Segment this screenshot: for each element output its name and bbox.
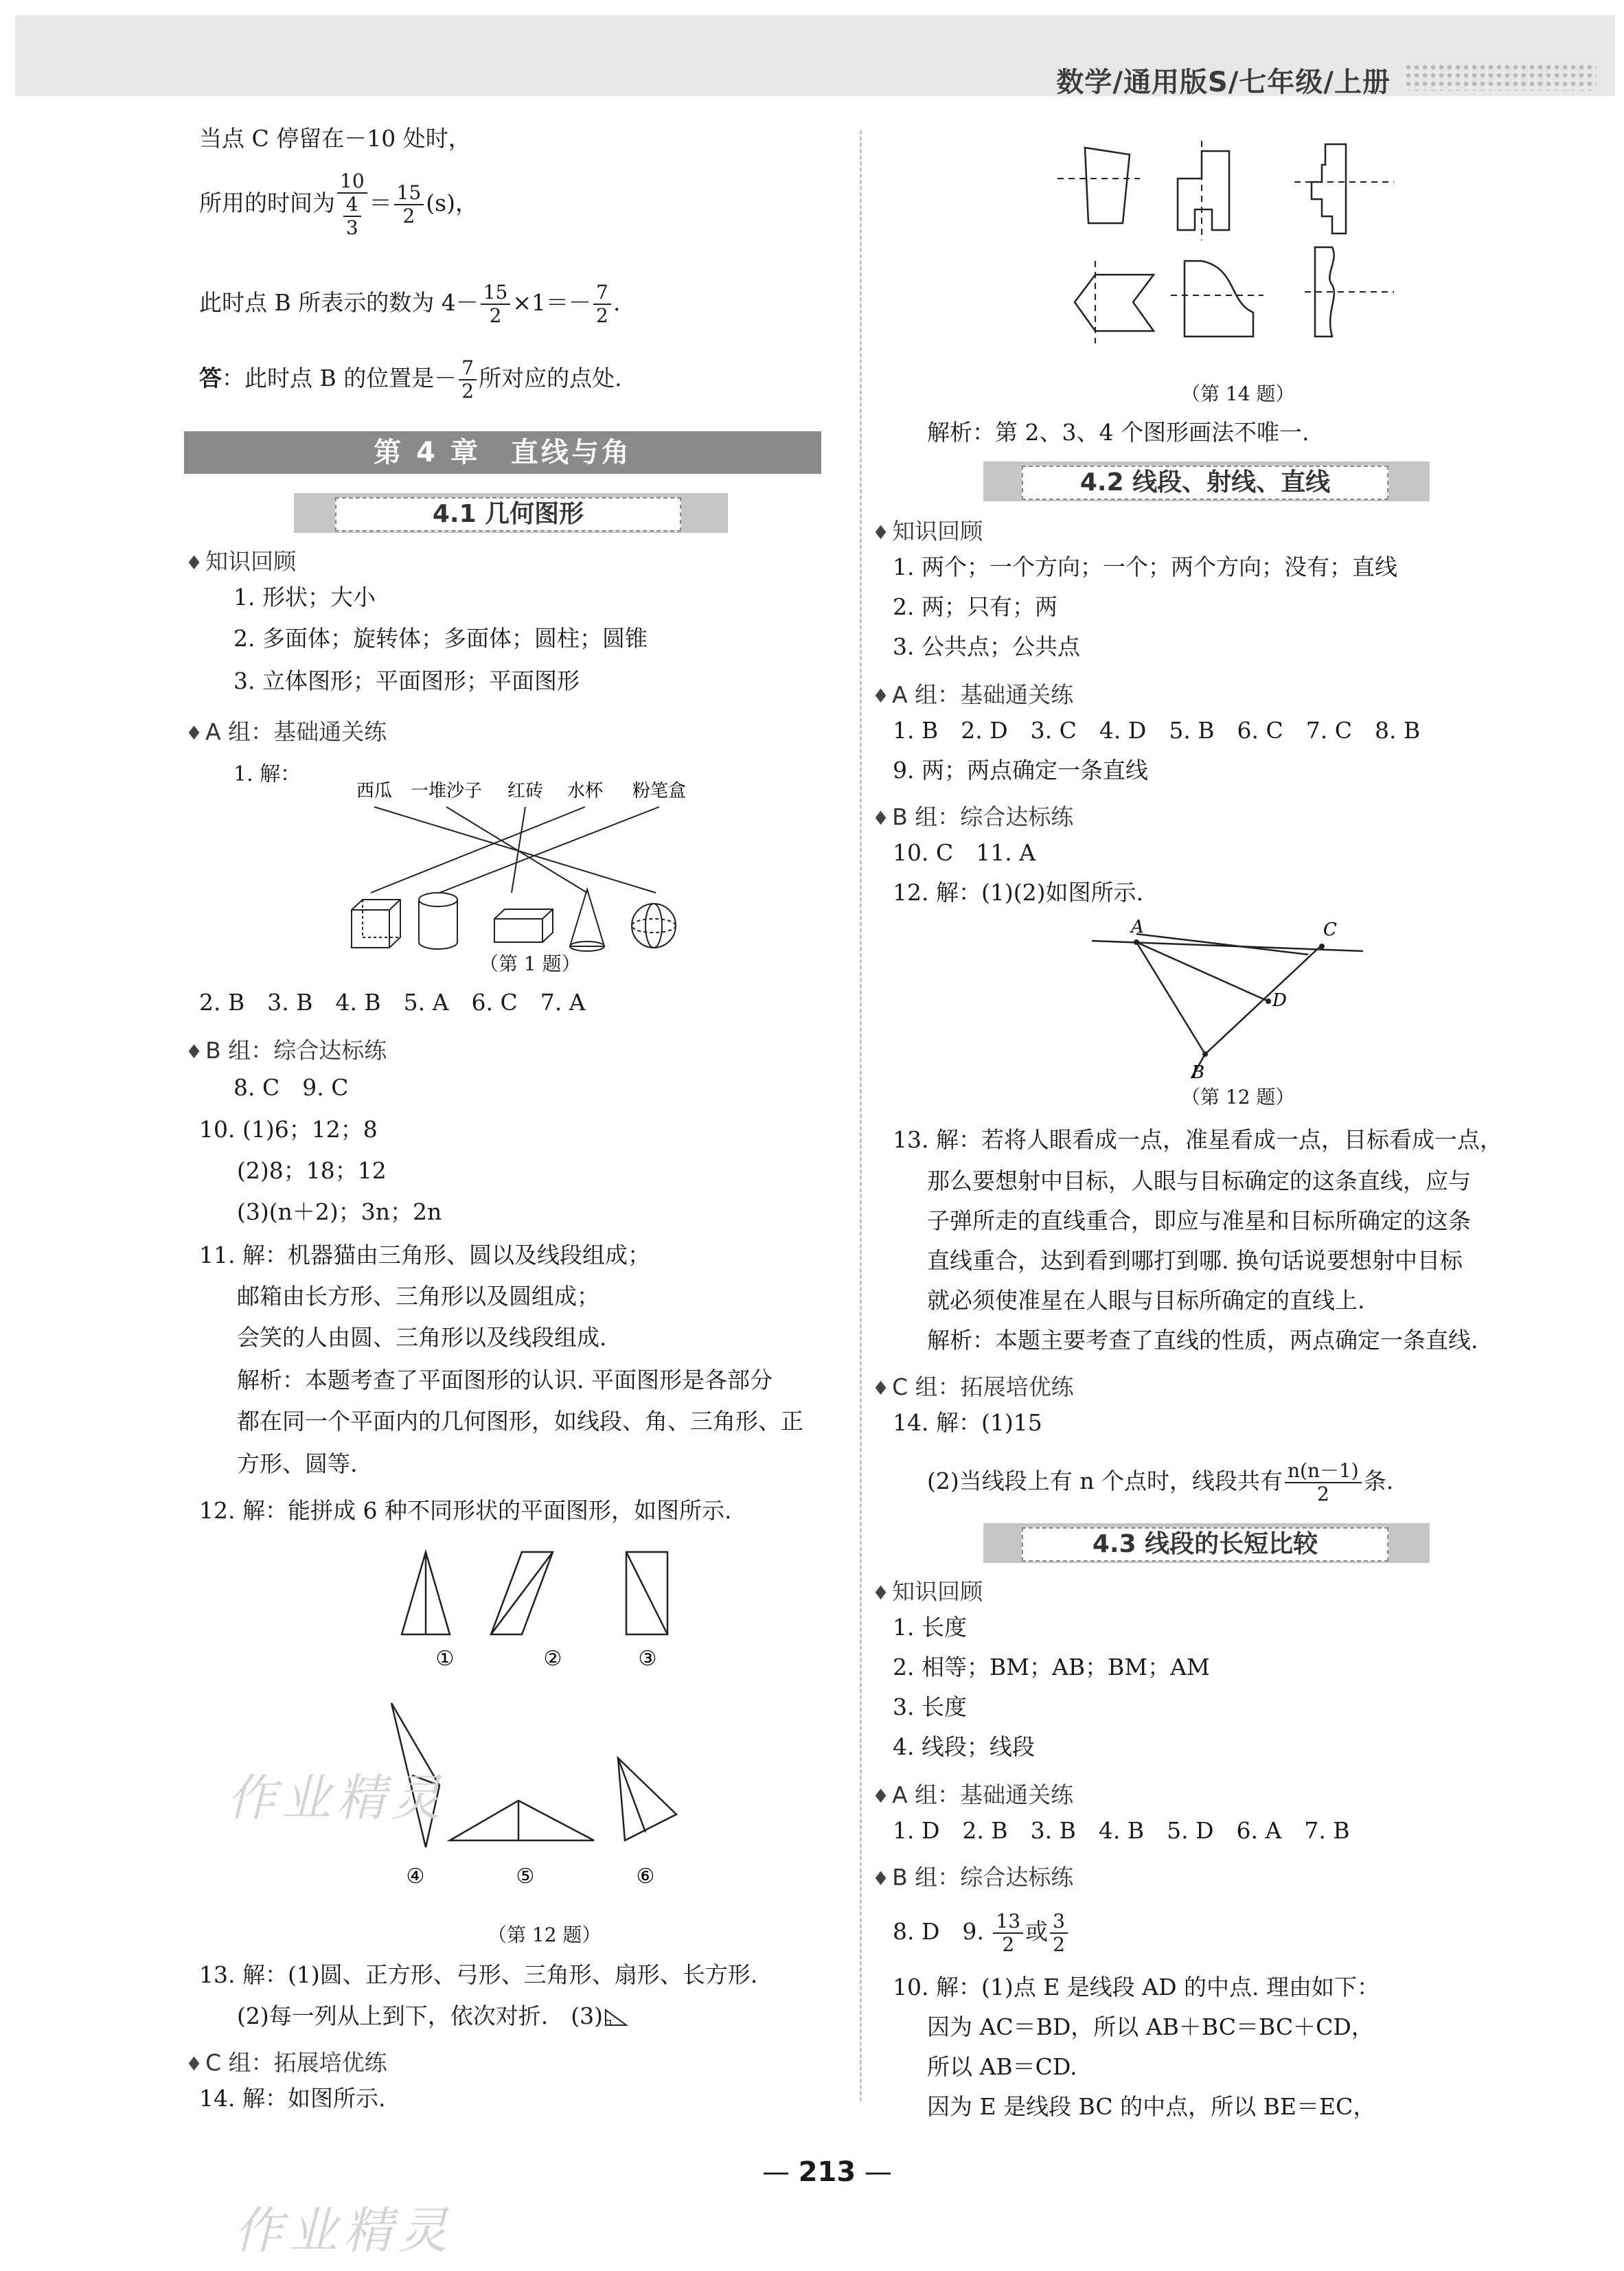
text-line: 直线重合，达到看到哪打到哪. 换句话说要想射中目标 [927, 1247, 1463, 1274]
text-span: ×1＝－ [512, 289, 592, 316]
text-line: 3. 立体图形；平面图形；平面图形 [233, 667, 580, 694]
answer-label: 答 [199, 365, 222, 391]
section-knowledge: ♦ 知识回顾 [872, 514, 983, 546]
text-line: 1. 形状；大小 [233, 584, 376, 610]
figure-caption: （第 12 题） [488, 1924, 602, 1946]
figure-14-symmetric-shapes [1057, 137, 1415, 364]
text-line: 12. 解：能拼成 6 种不同形状的平面图形，如图所示. [199, 1497, 732, 1524]
object-label: 西瓜 [356, 781, 393, 801]
denominator: 2 [461, 380, 474, 402]
text-span: 所对应的点处. [479, 365, 622, 391]
text-line: 1. 两个；一个方向；一个；两个方向；没有；直线 [893, 554, 1397, 580]
shape-label: ④ [406, 1864, 425, 1888]
position-line [199, 282, 620, 327]
fraction [343, 194, 361, 239]
section-bar-4-3 [983, 1523, 1430, 1563]
section-bar-4-2 [983, 461, 1430, 501]
answer-line [199, 357, 622, 402]
numerator: 7 [593, 282, 611, 305]
text-line: 11. 解：机器猫由三角形、圆以及线段组成； [199, 1242, 650, 1268]
point-label: C [1323, 920, 1337, 940]
section-group-b: ♦ B 组：综合达标练 [872, 799, 1073, 832]
text-span: 所用的时间为 [199, 190, 335, 216]
denominator: 2 [1002, 1933, 1015, 1956]
fraction [337, 170, 367, 239]
section-group-a: ♦ A 组：基础通关练 [872, 677, 1073, 709]
figure-caption: （第 12 题） [1181, 1086, 1295, 1108]
text-line: 14. 解：如图所示. [199, 2085, 386, 2112]
fraction [394, 182, 424, 227]
right-triangle-icon [603, 2007, 629, 2028]
text-line: 邮箱由长方形、三角形以及圆组成； [237, 1283, 599, 1310]
object-label: 水杯 [567, 781, 604, 801]
text-span: . [613, 289, 621, 316]
text-line: (2)8；18；12 [237, 1157, 387, 1184]
text-line: 4. 线段；线段 [893, 1733, 1035, 1760]
denominator: 2 [1053, 1933, 1065, 1956]
text-line: 所以 AB＝CD. [927, 2053, 1077, 2080]
text-line: 10. 解：(1)点 E 是线段 AD 的中点. 理由如下： [893, 1974, 1380, 2000]
text-span: (2)每一列从上到下，依次对折. (3) [237, 2002, 603, 2029]
fraction [993, 1910, 1023, 1956]
text-line: 那么要想射中目标，人眼与目标确定的这条直线，应与 [927, 1167, 1471, 1194]
text-line [237, 2002, 629, 2030]
column-divider [860, 130, 862, 2101]
denominator: 3 [345, 216, 358, 239]
section-group-a: ♦ A 组：基础通关练 [185, 714, 387, 746]
text-span: 此时点 B 所表示的数为 4－ [199, 289, 479, 316]
symmetry-axes [1057, 141, 1394, 343]
text-span: 条. [1363, 1468, 1394, 1494]
text-line: 12. 解：(1)(2)如图所示. [893, 879, 1143, 906]
fraction [1285, 1460, 1362, 1505]
question-label: 1. 解： [233, 762, 301, 786]
denominator [337, 194, 367, 239]
text-line: 因为 AC＝BD，所以 AB＋BC＝BC＋CD， [927, 2013, 1374, 2040]
point-label: D [1272, 990, 1287, 1011]
text-line: 13. 解：若将人眼看成一点，准星看成一点，目标看成一点， [893, 1126, 1502, 1153]
answer-row [893, 1910, 1070, 1956]
text-line: 14. 解：(1)15 [893, 1409, 1042, 1436]
numerator: n(n－1) [1285, 1460, 1362, 1483]
answer-row: 8. C 9. C [233, 1074, 349, 1101]
point-label: B [1191, 1062, 1205, 1083]
text-line: 解析：第 2、3、4 个图形画法不唯一. [927, 419, 1310, 446]
text-span: 8. D 9. [893, 1918, 992, 1945]
shape-label: ⑤ [516, 1864, 535, 1888]
answer-row: 2. B 3. B 4. B 5. A 6. C 7. A [199, 989, 586, 1016]
section-title: 4.3 线段的长短比较 [1022, 1527, 1388, 1562]
chapter-title: 第 4 章 直线与角 [184, 431, 821, 474]
text-span: 或 [1025, 1918, 1049, 1945]
numerator: 3 [1050, 1910, 1068, 1934]
text-line: 解析：本题主要考查了直线的性质，两点确定一条直线. [927, 1327, 1478, 1354]
text-line [927, 1460, 1393, 1505]
shape-label: ⑥ [636, 1864, 655, 1888]
section-group-b: ♦ B 组：综合达标练 [185, 1033, 387, 1065]
time-line [199, 170, 478, 239]
shape-label: ① [435, 1647, 455, 1671]
figure-caption: （第 1 题） [479, 952, 581, 975]
header-dot-pattern [1404, 63, 1597, 91]
fraction [459, 357, 477, 402]
figure-12-shapes [385, 1545, 700, 1916]
point-label: A [1131, 917, 1144, 937]
denominator: 2 [489, 304, 502, 327]
section-group-c: ♦ C 组：拓展培优练 [872, 1369, 1074, 1402]
figure-1-matching [343, 776, 728, 961]
text-line: 10. (1)6；12；8 [199, 1116, 378, 1143]
shape-label: ③ [638, 1647, 657, 1671]
text-line: 2. 相等；BM；AB；BM；AM [893, 1654, 1210, 1680]
section-title: 4.1 几何图形 [335, 497, 681, 532]
denominator: 2 [402, 205, 415, 227]
text-line: 就必须使准星在人眼与目标所确定的直线上. [927, 1287, 1365, 1314]
text-line: 解析：本题考查了平面图形的认识. 平面图形是各部分 [237, 1367, 773, 1393]
text-span: ＝ [369, 190, 392, 216]
figure-12-lines [1088, 913, 1377, 1085]
section-knowledge: ♦ 知识回顾 [872, 1574, 983, 1606]
section-bar-4-1 [294, 493, 728, 533]
fraction [1050, 1910, 1068, 1956]
page-number: — 213 — [762, 2156, 892, 2188]
text-line: 13. 解：(1)圆、正方形、弓形、三角形、扇形、长方形. [199, 1961, 758, 1988]
answer-row: 1. D 2. B 3. B 4. B 5. D 6. A 7. B [893, 1817, 1350, 1844]
section-title: 4.2 线段、射线、直线 [1022, 466, 1388, 500]
text-line: 2. 多面体；旋转体；多面体；圆柱；圆锥 [233, 625, 648, 652]
answer-row: 10. C 11. A [893, 839, 1036, 866]
text-line: (3)(n＋2)；3n；2n [237, 1198, 442, 1225]
text-span: (2)当线段上有 n 个点时，线段共有 [927, 1468, 1283, 1494]
object-label: 粉笔盒 [632, 781, 687, 801]
numerator: 13 [993, 1910, 1023, 1934]
text-line: 3. 长度 [893, 1693, 967, 1720]
text-line: 1. 长度 [893, 1614, 967, 1641]
object-label: 红砖 [507, 781, 544, 801]
answer-row: 1. B 2. D 3. C 4. D 5. B 6. C 7. C 8. B [893, 717, 1421, 744]
section-group-b: ♦ B 组：综合达标练 [872, 1860, 1073, 1892]
object-label: 一堆沙子 [410, 781, 483, 801]
denominator: 2 [596, 304, 608, 327]
header-title: 数学/通用版S/七年级/上册 [1056, 67, 1391, 98]
text-span: ：此时点 B 的位置是－ [222, 365, 457, 391]
text-line: 子弹所走的直线重合，即应与准星和目标所确定的这条 [927, 1207, 1471, 1234]
watermark: 作业精灵 [227, 1769, 447, 1827]
section-group-c: ♦ C 组：拓展培优练 [185, 2045, 387, 2077]
text-line: 当点 C 停留在－10 处时， [199, 125, 471, 152]
numerator: 4 [343, 194, 361, 217]
text-line: 9. 两；两点确定一条直线 [893, 757, 1148, 784]
fraction [481, 282, 511, 327]
section-group-a: ♦ A 组：基础通关练 [872, 1777, 1073, 1810]
text-line: 2. 两；只有；两 [893, 593, 1057, 620]
section-knowledge: ♦ 知识回顾 [185, 544, 296, 576]
watermark: 作业精灵 [233, 2202, 454, 2259]
numerator: 15 [481, 282, 511, 305]
text-span: (s)， [426, 190, 478, 216]
text-line: 都在同一个平面内的几何图形，如线段、角、三角形、正 [237, 1408, 803, 1435]
solid-shapes [352, 889, 676, 951]
text-line: 3. 公共点；公共点 [893, 633, 1080, 660]
fraction [593, 282, 611, 327]
text-line: 会笑的人由圆、三角形以及线段组成. [237, 1324, 607, 1351]
numerator: 15 [394, 182, 424, 205]
shape-label: ② [543, 1647, 562, 1671]
text-line: 因为 E 是线段 BC 的中点，所以 BE＝EC， [927, 2093, 1376, 2120]
denominator: 2 [1316, 1483, 1329, 1505]
numerator: 7 [459, 357, 477, 380]
figure-caption: （第 14 题） [1181, 383, 1295, 405]
numerator: 10 [337, 170, 367, 194]
text-line: 方形、圆等. [237, 1450, 358, 1477]
